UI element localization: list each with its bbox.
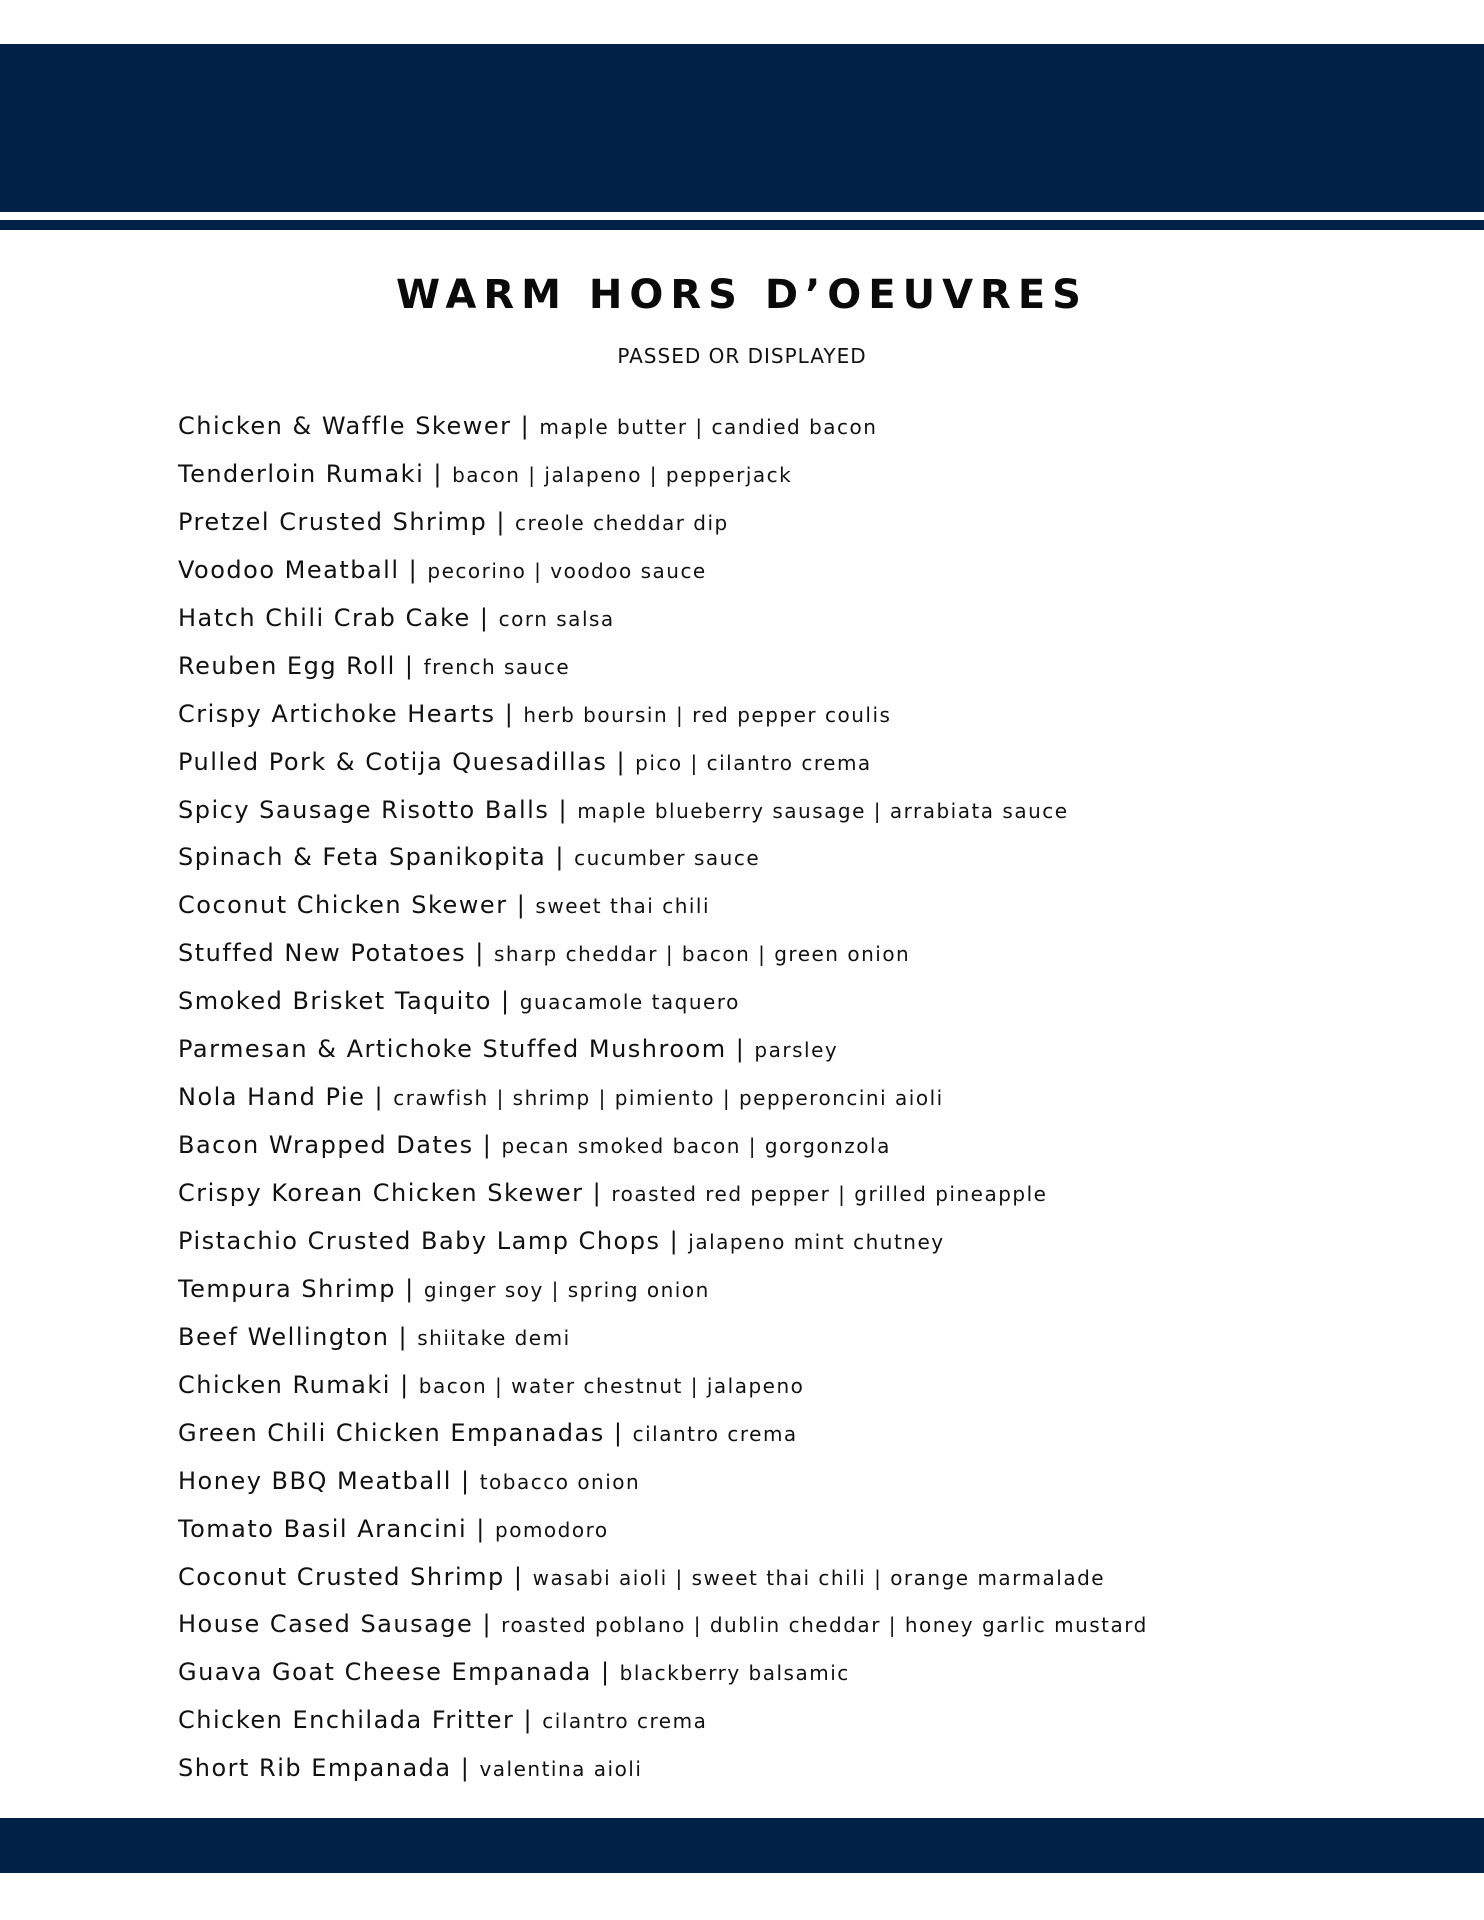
dish-description: pecan smoked bacon | gorgonzola — [501, 1134, 891, 1159]
menu-item — [178, 1125, 1378, 1173]
dish-name: Short Rib Empanada — [178, 1754, 452, 1783]
dish-name: Stuffed New Potatoes — [178, 939, 467, 968]
dish-description: pico | cilantro crema — [635, 750, 872, 775]
dish-description: wasabi aioli | sweet thai chili | orange marmalade — [532, 1565, 1106, 1590]
dish-name: Spicy Sausage Risotto Balls — [178, 795, 550, 824]
dish-description: valentina aioli — [479, 1757, 643, 1782]
separator: | — [607, 747, 636, 776]
menu-item — [178, 1077, 1378, 1125]
dish-name: Spinach & Feta Spanikopita — [178, 843, 547, 872]
menu-item — [178, 1700, 1378, 1748]
dish-name: Smoked Brisket Taquito — [178, 987, 492, 1016]
separator: | — [389, 1322, 418, 1351]
separator: | — [473, 1131, 502, 1160]
separator: | — [546, 843, 575, 872]
separator: | — [487, 507, 516, 536]
menu-item — [178, 406, 1378, 454]
dish-name: Pretzel Crusted Shrimp — [178, 507, 488, 536]
dish-name: Honey BBQ Meatball — [178, 1466, 452, 1495]
dish-name: Tenderloin Rumaki — [178, 459, 425, 488]
dish-name: Coconut Chicken Skewer — [178, 891, 508, 920]
dish-description: corn salsa — [498, 606, 615, 631]
dish-description: pomodoro — [495, 1517, 609, 1542]
dish-description: maple butter | candied bacon — [539, 415, 878, 439]
dish-name: Tomato Basil Arancini — [178, 1514, 468, 1543]
dish-name: Nola Hand Pie — [178, 1083, 366, 1112]
dish-description: french sauce — [423, 654, 571, 679]
menu-item — [178, 790, 1378, 838]
dish-description: cilantro crema — [542, 1709, 708, 1734]
footer-band — [0, 1818, 1484, 1873]
dish-name: House Cased Sausage — [178, 1610, 474, 1639]
dish-name: Green Chili Chicken Empanadas — [178, 1418, 605, 1447]
dish-description: bacon | water chestnut | jalapeno — [418, 1373, 805, 1398]
menu-item — [178, 550, 1378, 598]
separator: | — [491, 987, 520, 1016]
separator: | — [451, 1466, 480, 1495]
menu-item — [178, 1413, 1378, 1461]
separator: | — [583, 1179, 612, 1207]
menu-item — [178, 646, 1378, 694]
separator: | — [514, 1706, 543, 1735]
dish-description: herb boursin | red pepper coulis — [523, 702, 892, 727]
separator: | — [399, 555, 428, 584]
page-subtitle: PASSED OR DISPLAYED — [617, 344, 867, 368]
dish-description: maple blueberry sausage | arrabiata sauce — [577, 798, 1069, 823]
menu-item — [178, 1748, 1378, 1796]
dish-description: shiitake demi — [417, 1325, 571, 1350]
separator: | — [604, 1418, 633, 1447]
dish-name: Coconut Crusted Shrimp — [178, 1562, 505, 1591]
separator: | — [660, 1226, 689, 1255]
dish-name: Guava Goat Cheese Empanada — [178, 1658, 592, 1687]
menu-item — [178, 502, 1378, 550]
dish-description: cilantro crema — [632, 1421, 798, 1446]
separator: | — [507, 891, 536, 920]
dish-name: Chicken & Waffle Skewer — [178, 412, 512, 440]
menu-item — [178, 1269, 1378, 1317]
menu-item — [178, 885, 1378, 933]
dish-description: bacon | jalapeno | pepperjack — [452, 462, 793, 487]
page-title: WARM HORS D’OEUVRES — [396, 272, 1088, 318]
dish-description: blackberry balsamic — [619, 1661, 850, 1686]
separator: | — [470, 603, 499, 632]
menu-item — [178, 837, 1378, 885]
menu-item — [178, 598, 1378, 646]
separator: | — [365, 1083, 394, 1112]
menu-list — [178, 406, 1378, 1796]
dish-description: roasted red pepper | grilled pineapple — [611, 1182, 1048, 1206]
dish-name: Reuben Egg Roll — [178, 651, 396, 680]
menu-item — [178, 1173, 1378, 1221]
separator: | — [726, 1035, 755, 1064]
menu-item — [178, 742, 1378, 790]
dish-description: sharp cheddar | bacon | green onion — [493, 942, 911, 967]
separator: | — [549, 795, 578, 824]
dish-name: Chicken Rumaki — [178, 1370, 391, 1399]
separator: | — [395, 651, 424, 680]
dish-description: creole cheddar dip — [515, 510, 729, 535]
separator: | — [467, 1514, 496, 1543]
dish-description: guacamole taquero — [519, 990, 740, 1015]
dish-description: cucumber sauce — [574, 846, 761, 871]
dish-name: Beef Wellington — [178, 1322, 390, 1351]
menu-item — [178, 1461, 1378, 1509]
header-rule — [0, 220, 1484, 230]
dish-name: Pistachio Crusted Baby Lamp Chops — [178, 1226, 661, 1255]
separator: | — [511, 412, 540, 440]
dish-name: Chicken Enchilada Fritter — [178, 1706, 515, 1735]
dish-name: Bacon Wrapped Dates — [178, 1131, 474, 1160]
separator: | — [495, 699, 524, 728]
menu-item — [178, 933, 1378, 981]
menu-item — [178, 1317, 1378, 1365]
dish-name: Parmesan & Artichoke Stuffed Mushroom — [178, 1035, 727, 1064]
dish-description: parsley — [754, 1038, 839, 1063]
menu-item — [178, 454, 1378, 502]
dish-description: pecorino | voodoo sauce — [427, 558, 707, 583]
menu-item — [178, 1365, 1378, 1413]
dish-name: Tempura Shrimp — [178, 1274, 396, 1303]
menu-item — [178, 1509, 1378, 1557]
separator: | — [591, 1658, 620, 1687]
menu-item — [178, 1221, 1378, 1269]
separator: | — [395, 1274, 424, 1303]
menu-item — [178, 1652, 1378, 1700]
separator: | — [504, 1562, 533, 1591]
dish-name: Pulled Pork & Cotija Quesadillas — [178, 747, 608, 776]
menu-item — [178, 1604, 1378, 1652]
menu-item — [178, 694, 1378, 742]
header-band — [0, 44, 1484, 212]
dish-description: roasted poblano | dublin cheddar | honey garlic mustard — [501, 1613, 1148, 1638]
menu-item — [178, 1029, 1378, 1077]
separator: | — [390, 1370, 419, 1399]
dish-name: Voodoo Meatball — [178, 555, 400, 584]
dish-name: Crispy Korean Chicken Skewer — [178, 1179, 584, 1207]
menu-item — [178, 1557, 1378, 1605]
dish-description: jalapeno mint chutney — [688, 1229, 945, 1254]
separator: | — [451, 1754, 480, 1783]
dish-description: crawfish | shrimp | pimiento | pepperoncini aioli — [393, 1086, 944, 1111]
dish-description: sweet thai chili — [535, 894, 711, 919]
dish-description: tobacco onion — [479, 1469, 641, 1494]
dish-name: Hatch Chili Crab Cake — [178, 603, 471, 632]
menu-item — [178, 981, 1378, 1029]
separator: | — [466, 939, 494, 968]
dish-description: ginger soy | spring onion — [423, 1277, 710, 1302]
separator: | — [473, 1610, 502, 1639]
dish-name: Crispy Artichoke Hearts — [178, 699, 496, 728]
separator: | — [424, 459, 453, 488]
